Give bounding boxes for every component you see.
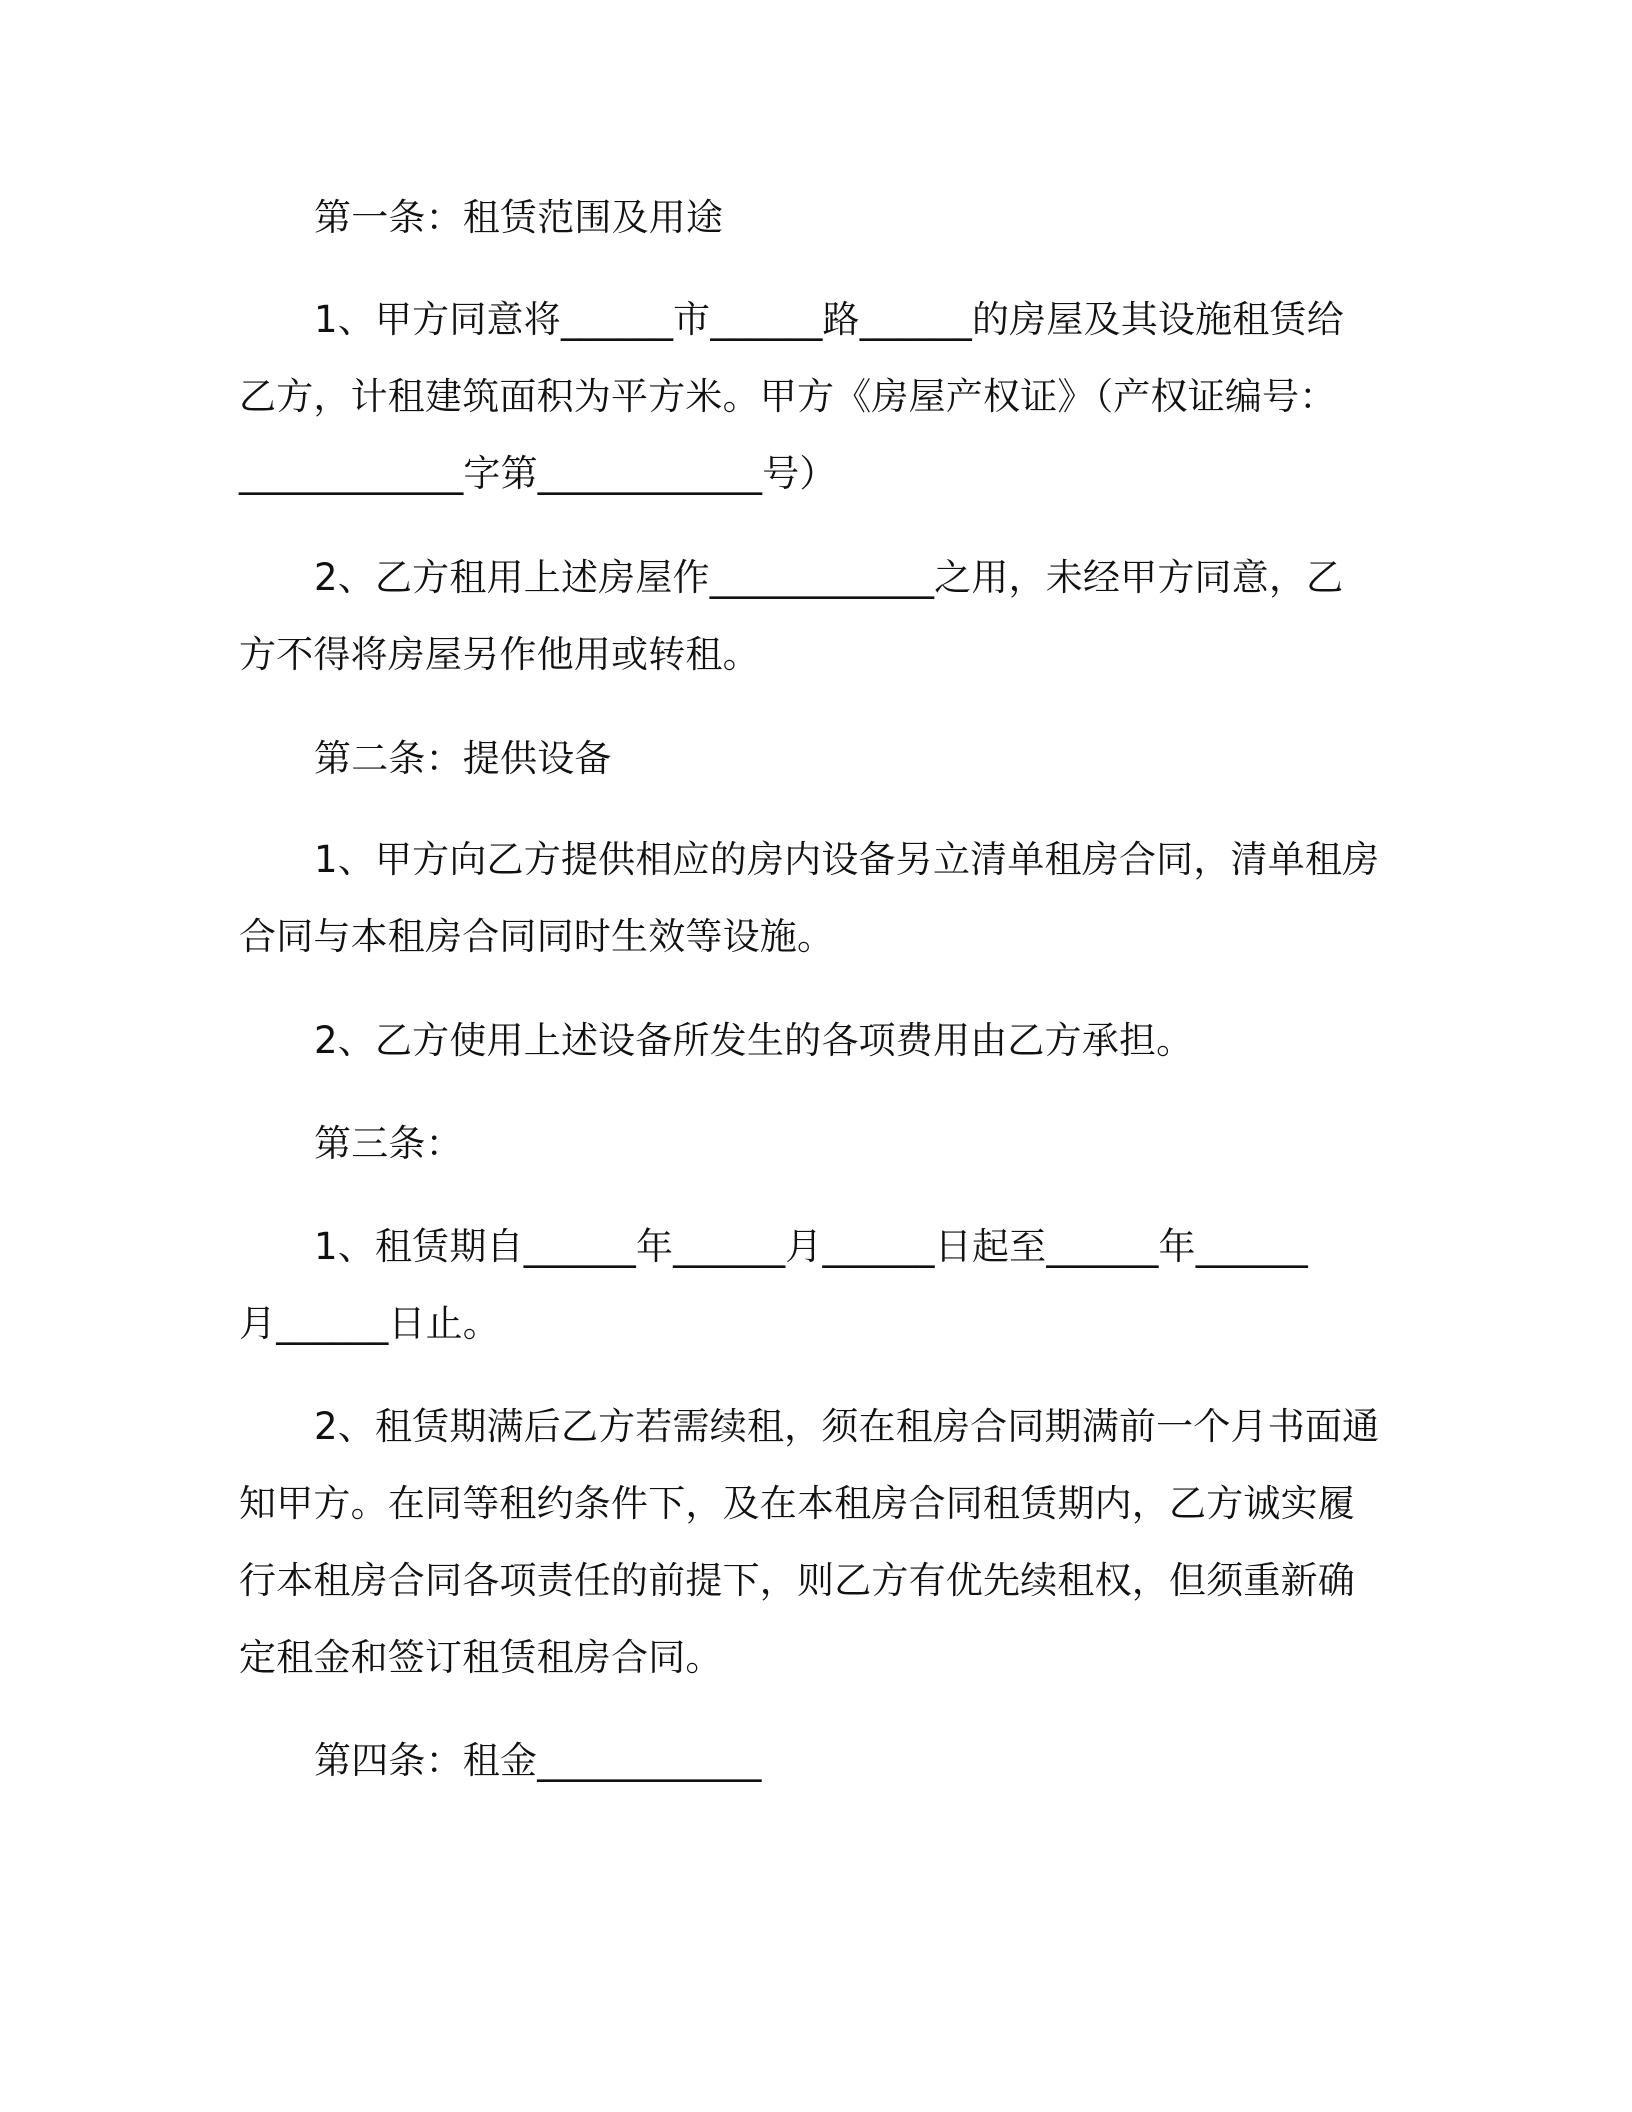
article-1-heading: 第一条：租赁范围及用途: [314, 196, 724, 239]
article-1-clause-1-line-3: ____________字第____________号）: [239, 452, 837, 495]
article-3-clause-2-line-1: 2、租赁期满后乙方若需续租，须在租房合同期满前一个月书面通: [314, 1405, 1380, 1448]
article-2-clause-1-line-1: 1、甲方向乙方提供相应的房内设备另立清单租房合同，清单租房: [314, 838, 1380, 881]
article-4-heading: 第四条：租金____________: [314, 1739, 762, 1782]
article-2-clause-2: 2、乙方使用上述设备所发生的各项费用由乙方承担。: [314, 1019, 1194, 1062]
article-2-clause-1-line-2: 合同与本租房合同同时生效等设施。: [239, 915, 835, 958]
article-1-clause-1-line-1: 1、甲方同意将______市______路______的房屋及其设施租赁给: [314, 298, 1344, 341]
article-3-clause-2-line-3: 行本租房合同各项责任的前提下，则乙方有优先续租权，但须重新确: [239, 1559, 1355, 1602]
article-3-clause-2-line-2: 知甲方。在同等租约条件下，及在本租房合同租赁期内，乙方诚实履: [239, 1482, 1355, 1525]
article-1-clause-2-line-2: 方不得将房屋另作他用或转租。: [239, 633, 760, 676]
article-3-clause-1-line-2: 月______日止。: [239, 1302, 500, 1345]
article-1-clause-2-line-1: 2、乙方租用上述房屋作____________之用，未经甲方同意，乙: [314, 556, 1344, 599]
article-3-clause-1-line-1: 1、租赁期自______年______月______日起至______年______: [314, 1225, 1308, 1268]
article-1-clause-1-line-2: 乙方，计租建筑面积为平方米。甲方《房屋产权证》（产权证编号：: [239, 375, 1337, 418]
article-3-heading: 第三条：: [314, 1122, 463, 1165]
article-2-heading: 第二条：提供设备: [314, 737, 612, 780]
article-3-clause-2-line-4: 定租金和签订租赁租房合同。: [239, 1636, 723, 1679]
